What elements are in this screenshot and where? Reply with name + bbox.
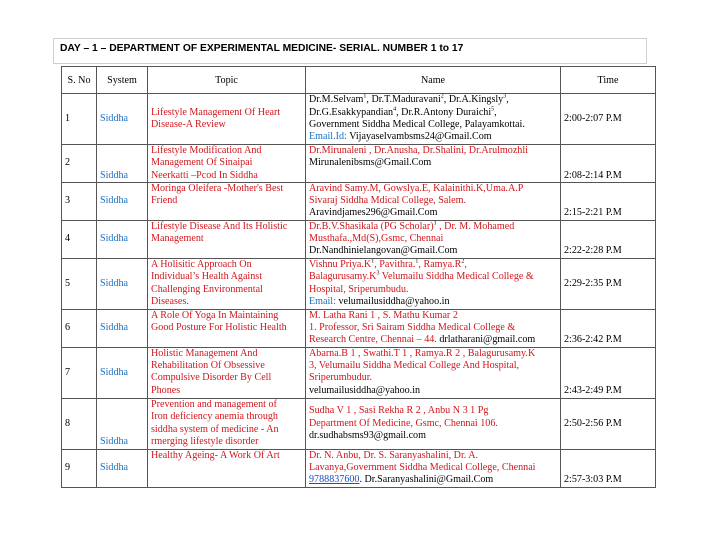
name-line <box>309 462 557 474</box>
topic-line: Iron deficiency anemia through <box>151 411 278 423</box>
cell-system: Siddha <box>97 258 148 309</box>
topic-line: Diseases. <box>151 296 189 308</box>
topic-line: Lifestyle Disease And Its Holistic <box>151 220 288 232</box>
cell-topic <box>148 309 306 347</box>
topic-line: Good Posture For Holistic Health <box>151 322 287 334</box>
name-text: 3, Velumailu Siddha Medical College And Hospital, <box>309 360 520 372</box>
name-text: , <box>464 259 467 271</box>
table-row <box>62 258 656 309</box>
table-row <box>62 398 656 449</box>
table-row <box>62 182 656 220</box>
superscript: 1 <box>415 258 419 265</box>
name-line <box>309 360 557 372</box>
cell-system: Siddha <box>97 347 148 398</box>
email-label: Email: <box>309 296 339 308</box>
cell-name <box>306 182 561 220</box>
cell-system: Siddha <box>97 398 148 449</box>
name-line <box>309 183 557 195</box>
name-text: Aravind Samy.M, Gowslya.E, Kalainithi.K,Uma.A.P <box>309 182 524 194</box>
name-line <box>309 119 557 131</box>
name-text: Dr.Nandhinielangovan@Gmail.Com <box>309 245 458 257</box>
name-line <box>309 322 557 334</box>
cell-topic <box>148 398 306 449</box>
table-row <box>62 347 656 398</box>
superscript: 2 <box>461 258 465 265</box>
table-header-row <box>62 67 656 94</box>
cell-topic <box>148 182 306 220</box>
topic-line: Friend <box>151 195 178 207</box>
topic-line: Management <box>151 233 204 245</box>
name-text: Dr.G.Esakkypandian <box>309 106 394 118</box>
name-text: Sivaraj Siddha Mdical College, Salem. <box>309 195 466 207</box>
page-header <box>53 38 647 64</box>
schedule-body <box>62 94 656 488</box>
topic-line: Compulsive Disorder By Cell <box>151 372 272 384</box>
name-text: Vijayaselvambsms24@Gmail.Com <box>349 131 492 143</box>
name-text: Dr.M.Selvam <box>309 94 364 106</box>
name-line <box>309 372 557 384</box>
cell-time: 2:08-2:14 P.M <box>561 145 656 183</box>
cell-name <box>306 220 561 258</box>
topic-line: Management Of Sinaipai <box>151 157 253 169</box>
name-text: Sudha V 1 , Sasi Rekha R 2 , Anbu N 3 1 Pg <box>309 405 489 417</box>
name-line <box>309 195 557 207</box>
name-line <box>309 131 557 143</box>
name-text: Velumailu Siddha Medical College & <box>379 271 534 283</box>
name-text: , Dr.R.Antony Duraichi <box>396 106 492 118</box>
name-text: velumailusiddha@yahoo.in <box>309 384 421 396</box>
cell-system: Siddha <box>97 145 148 183</box>
column-header-time: Time <box>561 67 656 94</box>
cell-name <box>306 145 561 183</box>
cell-time: 2:36-2:42 P.M <box>561 309 656 347</box>
superscript: 2 <box>440 94 444 101</box>
name-text: . Dr.Saranyashalini@Gmail.Com <box>359 474 494 486</box>
cell-system: Siddha <box>97 182 148 220</box>
name-text: , Dr. M. Mohamed <box>436 220 515 232</box>
name-text: Aravindjames296@Gmail.Com <box>309 207 438 219</box>
superscript: 1 <box>371 258 375 265</box>
cell-time: 2:43-2:49 P.M <box>561 347 656 398</box>
name-text: dr.sudhabsms93@gmail.com <box>309 429 426 441</box>
name-text: Mirunalenibsms@Gmail.Com <box>309 157 432 169</box>
name-text: , Dr.T.Maduravani <box>366 94 441 106</box>
name-text: , Dr.A.Kingsly <box>443 94 504 106</box>
name-text: Dr.B.V.Shasikala (PG Scholar) <box>309 220 434 232</box>
superscript: 3 <box>376 271 380 278</box>
name-line <box>309 418 557 430</box>
cell-sno: 6 <box>62 309 97 347</box>
name-line <box>309 259 557 271</box>
name-line <box>309 430 557 442</box>
table-row <box>62 309 656 347</box>
cell-topic <box>148 94 306 145</box>
topic-line: Healthy Ageing- A Work Of Art <box>151 449 280 461</box>
cell-system: Siddha <box>97 220 148 258</box>
superscript: 3 <box>503 94 507 101</box>
cell-sno: 5 <box>62 258 97 309</box>
name-line <box>309 334 557 346</box>
cell-time: 2:50-2:56 P.M <box>561 398 656 449</box>
name-line <box>309 207 557 219</box>
cell-name <box>306 449 561 487</box>
name-line <box>309 145 557 157</box>
cell-sno: 4 <box>62 220 97 258</box>
name-line <box>309 296 557 308</box>
topic-line: rmerging lifestyle disorder <box>151 436 259 448</box>
name-text: Vishnu Priya.K <box>309 259 372 271</box>
cell-name <box>306 398 561 449</box>
name-text: Lavanya,Government Siddha Medical College, Chennai <box>309 462 536 474</box>
name-text: Abarna.B 1 , Swathi.T 1 , Ramya.R 2 , Balagurusamy.K <box>309 347 536 359</box>
name-text: Dr.Mirunaleni , Dr.Anusha, Dr.Shalini, Dr.Arulmozhli <box>309 145 528 156</box>
table-row <box>62 94 656 145</box>
cell-topic <box>148 145 306 183</box>
topic-line: Lifestyle Management Of Heart <box>151 106 281 118</box>
superscript: 5 <box>491 106 495 113</box>
topic-line: Challenging Environmental <box>151 283 263 295</box>
name-line <box>309 405 557 417</box>
topic-line: A Role Of Yoga In Maintaining <box>151 309 279 321</box>
superscript: 4 <box>393 106 397 113</box>
column-header-sno: S. No <box>62 67 97 94</box>
cell-topic <box>148 347 306 398</box>
name-line <box>309 94 557 106</box>
topic-line: Individual’s Health Against <box>151 271 263 283</box>
cell-topic <box>148 449 306 487</box>
topic-line: siddha system of medicine - An <box>151 423 279 435</box>
name-text: 1. Professor, Sri Sairam Siddha Medical College & <box>309 322 516 334</box>
topic-line: Prevention and management of <box>151 399 277 411</box>
topic-line: Phones <box>151 384 181 396</box>
cell-system: Siddha <box>97 449 148 487</box>
name-text: , Pavithra. <box>374 259 416 271</box>
topic-line: Rehabilitation Of Obsessive <box>151 360 265 372</box>
cell-sno: 7 <box>62 347 97 398</box>
column-header-system: System <box>97 67 148 94</box>
cell-time: 2:29-2:35 P.M <box>561 258 656 309</box>
name-text: , <box>506 94 509 106</box>
cell-time: 2:22-2:28 P.M <box>561 220 656 258</box>
name-line <box>309 157 557 169</box>
table-row <box>62 220 656 258</box>
cell-system: Siddha <box>97 309 148 347</box>
superscript: 1 <box>363 94 367 101</box>
name-text: , Ramya.R <box>418 259 462 271</box>
cell-name <box>306 258 561 309</box>
name-line <box>309 221 557 233</box>
cell-sno: 2 <box>62 145 97 183</box>
cell-time: 2:00-2:07 P.M <box>561 94 656 145</box>
cell-sno: 1 <box>62 94 97 145</box>
name-line <box>309 310 557 322</box>
name-text: drlatharani@gmail.com <box>439 334 536 346</box>
name-line <box>309 385 557 397</box>
topic-line: Moringa Oleifera -Mother's Best <box>151 182 284 194</box>
name-line <box>309 233 557 245</box>
phone-link[interactable]: 9788837600 <box>309 474 360 486</box>
name-text: Musthafa.,Md(S),Gsmc, Chennai <box>309 233 444 245</box>
name-text: Balagurusamy.K <box>309 271 377 283</box>
cell-time: 2:15-2:21 P.M <box>561 182 656 220</box>
cell-name <box>306 347 561 398</box>
topic-line: Lifestyle Modification And <box>151 145 262 156</box>
name-line <box>309 348 557 360</box>
name-text: Sriperumbudur. <box>309 372 373 384</box>
name-text: , <box>494 106 497 118</box>
cell-topic <box>148 220 306 258</box>
page-title: DAY – 1 – DEPARTMENT OF EXPERIMENTAL MEDICINE- SERIAL. NUMBER 1 to 17 <box>60 43 464 54</box>
name-text: Research Centre, Chennai – 44. <box>309 334 440 346</box>
cell-system: Siddha <box>97 94 148 145</box>
name-text: Hospital, Sriperumbudu. <box>309 283 409 295</box>
cell-name <box>306 309 561 347</box>
topic-line: Holistic Management And <box>151 347 258 359</box>
schedule-table <box>61 66 656 488</box>
name-text: Dr. N. Anbu, Dr. S. Saranyashalini, Dr. A. <box>309 449 479 461</box>
name-text: M. Latha Rani 1 , S. Mathu Kumar 2 <box>309 309 458 321</box>
topic-line: A Holisitic Approach On <box>151 259 252 271</box>
topic-line: Neerkatti –Pcod In Siddha <box>151 169 258 181</box>
table-row <box>62 145 656 183</box>
name-line <box>309 450 557 462</box>
cell-topic <box>148 258 306 309</box>
name-line <box>309 245 557 257</box>
column-header-topic: Topic <box>148 67 306 94</box>
cell-sno: 9 <box>62 449 97 487</box>
cell-sno: 3 <box>62 182 97 220</box>
name-text: velumailusiddha@yahoo.in <box>338 296 450 308</box>
name-line <box>309 284 557 296</box>
superscript: 1 <box>433 220 437 227</box>
column-header-name: Name <box>306 67 561 94</box>
topic-line: Disease-A Review <box>151 119 226 130</box>
table-row <box>62 449 656 487</box>
name-line <box>309 271 557 283</box>
cell-name <box>306 94 561 145</box>
name-line <box>309 107 557 119</box>
cell-time: 2:57-3:03 P.M <box>561 449 656 487</box>
name-text: Department Of Medicine, Gsmc, Chennai 106. <box>309 417 498 429</box>
name-text: Government Siddha Medical College, Palayamkottai. <box>309 119 525 130</box>
email-label: Email.Id: <box>309 131 350 143</box>
name-line <box>309 474 557 486</box>
cell-sno: 8 <box>62 398 97 449</box>
